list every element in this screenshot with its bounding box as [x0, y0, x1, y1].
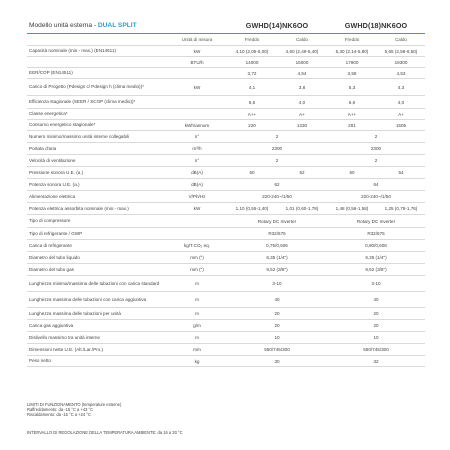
model-a-value: 2300	[227, 143, 327, 155]
model-a-value: 62	[227, 179, 327, 191]
model-b-heat-value: 5,65 (2,58-6,50)	[377, 46, 425, 57]
spec-unit	[167, 109, 227, 120]
subheader-cool-b: Freddo	[327, 34, 377, 46]
spec-label: Efficienza stagionale (SEER / SCOP (clima medio))*	[27, 96, 167, 109]
spec-unit: kW	[167, 203, 227, 215]
title-emphasis: DUAL SPLIT	[97, 22, 137, 29]
table-row	[27, 109, 425, 120]
spec-label	[27, 57, 167, 68]
model-b-value: 0,90/0,608	[327, 240, 425, 252]
table-row	[27, 276, 425, 292]
model-a-value: 550/745/300	[227, 344, 327, 356]
spec-label: Carico di Progetto (Pdesign c/ Pdesign h (clima medio))*	[27, 79, 167, 96]
spec-label: Diametro del tubo gas	[27, 264, 167, 276]
model-b-cool-value: 6,6	[327, 96, 377, 109]
table-row	[27, 332, 425, 344]
spec-label: Potenza sonora U.E. (a.)	[27, 179, 167, 191]
model-b-value: 3-10	[327, 276, 425, 292]
model-a-value: 10	[227, 332, 327, 344]
model-a-cool-value: 3,72	[227, 68, 277, 79]
model-b-value: 220-240~/1/50	[327, 191, 425, 203]
model-a-heat-value: 4,54	[277, 68, 327, 79]
table-row	[27, 155, 425, 167]
spec-label: Consumo energetico stagionale*	[27, 120, 167, 131]
spec-unit	[167, 215, 227, 228]
spec-unit: kWh/annum	[167, 120, 227, 131]
model-a-cool-value: 4,10 (2,05-5,00)	[227, 46, 277, 57]
model-b-cool-value: A++	[327, 109, 377, 120]
spec-label: Diametro del tubo liquido	[27, 252, 167, 264]
table-row	[27, 240, 425, 252]
model-a-value: 9,52 (3/8")	[227, 264, 327, 276]
model-b-heat-value: 54	[377, 167, 425, 179]
table-row	[27, 308, 425, 320]
model-b-cool-value: 17900	[327, 57, 377, 68]
table-title	[27, 18, 227, 34]
model-a-value: 20	[227, 308, 327, 320]
spec-label: Alimentazione elettrica	[27, 191, 167, 203]
model-b-value: R32/675	[327, 228, 425, 240]
spec-label: EER/COP (EN14511)	[27, 68, 167, 79]
spec-label: Classe energetica*	[27, 109, 167, 120]
model-a-heat-value: 1330	[277, 120, 327, 131]
table-row	[27, 179, 425, 191]
table-row	[27, 68, 425, 79]
spec-unit: kg	[167, 356, 227, 367]
model-a-cool-value: 220	[227, 120, 277, 131]
spec-label: Dislivello massimo tra unità interne	[27, 332, 167, 344]
model-b-cool-value: 281	[327, 120, 377, 131]
subheader-heat-a: Caldo	[277, 34, 327, 46]
model-b-cool-value: 1,48 (0,56-1,58)	[327, 203, 377, 215]
subheader-unit: Unità di misura	[167, 34, 227, 46]
spec-unit: m	[167, 276, 227, 292]
model-b-heat-value: 4,0	[377, 96, 425, 109]
model-a-heat-value: 15000	[277, 57, 327, 68]
spec-unit: dB(A)	[167, 179, 227, 191]
spec-unit: mm	[167, 344, 227, 356]
temperature-range-note: INTERVALLO DI REGOLAZIONE DELLA TEMPERATURA AMBIENTE: da 16 a 30 °C	[27, 430, 183, 435]
spec-unit: m	[167, 332, 227, 344]
spec-unit: dB(A)	[167, 167, 227, 179]
spec-label: Carica gas aggiuntiva	[27, 320, 167, 332]
table-row	[27, 252, 425, 264]
model-a-value: R32/675	[227, 228, 327, 240]
model-a-heat-value: A+	[277, 109, 327, 120]
model-a-heat-value: 3,8	[277, 79, 327, 96]
spec-unit	[167, 96, 227, 109]
spec-unit: mm (")	[167, 252, 227, 264]
spec-label: Velocità di ventilazione	[27, 155, 167, 167]
table-row	[27, 320, 425, 332]
spec-unit: g/m	[167, 320, 227, 332]
spec-unit: m	[167, 292, 227, 308]
spec-label: Peso netto	[27, 356, 167, 367]
model-b-value: 20	[327, 320, 425, 332]
model-b-heat-value: 4,3	[377, 79, 425, 96]
model-a-heat-value: 52	[277, 167, 327, 179]
spec-label: Capacità nominale (min.- max.) (EN14511)	[27, 46, 167, 57]
table-row	[27, 356, 425, 367]
table-row	[27, 57, 425, 68]
model-a-cool-value: 50	[227, 167, 277, 179]
model-b-value: 2300	[327, 143, 425, 155]
spec-unit: kg/T.CO₂ eq.	[167, 240, 227, 252]
table-row	[27, 203, 425, 215]
model-b-value: 10	[327, 332, 425, 344]
header-row	[27, 18, 425, 34]
table-row	[27, 228, 425, 240]
model-a-value: 0,75/0,506	[227, 240, 327, 252]
spec-unit: n°	[167, 155, 227, 167]
model-b-cool-value: 5,3	[327, 79, 377, 96]
model-b-cool-value: 50	[327, 167, 377, 179]
model-b-value: 40	[327, 292, 425, 308]
model-a-value: 40	[227, 292, 327, 308]
spec-unit: m³/h	[167, 143, 227, 155]
model-b-heat-value: 1505	[377, 120, 425, 131]
model-a-value: 2	[227, 131, 327, 143]
model-a-value: 6,35 (1/4")	[227, 252, 327, 264]
note-line: Riscaldamento: da -15 °C a +24 °C	[27, 412, 91, 417]
model-b-heat-value: 4,53	[377, 68, 425, 79]
model-a-cool-value: 4,1	[227, 79, 277, 96]
model-b-value: 64	[327, 179, 425, 191]
table-row	[27, 191, 425, 203]
table-row	[27, 96, 425, 109]
spec-label: Lunghezza massima delle tubazioni con carica aggiuntiva	[27, 292, 167, 308]
subheader-row	[27, 34, 425, 46]
model-a-value: 2	[227, 155, 327, 167]
spec-unit	[167, 228, 227, 240]
model-b-cool-value: 5,30 (2,14-5,80)	[327, 46, 377, 57]
model-b-heading: GWHD(18)NK6OO	[327, 18, 425, 34]
subheader-heat-b: Caldo	[377, 34, 425, 46]
spec-unit: BTU/h	[167, 57, 227, 68]
spec-label: Pressione sonora U.E. (a.)	[27, 167, 167, 179]
model-b-heat-value: 19300	[377, 57, 425, 68]
spec-table	[27, 18, 425, 367]
model-b-value: Rotary DC Inverter	[327, 215, 425, 228]
spec-label: Tipo di compressore	[27, 215, 167, 228]
model-a-value: 3-10	[227, 276, 327, 292]
spec-unit: mm (")	[167, 264, 227, 276]
model-a-value: Rotary DC Inverter	[227, 215, 327, 228]
table-row	[27, 143, 425, 155]
spec-label: Dimensioni nette U.E. (Alt./Lar./Pro.)	[27, 344, 167, 356]
model-a-heading: GWHD(14)NK6OO	[227, 18, 327, 34]
note-line: Raffreddamento: da -15 °C a +43 °C	[27, 407, 94, 412]
table-row	[27, 120, 425, 131]
model-b-value: 2	[327, 155, 425, 167]
model-b-heat-value: 1,25 (0,78-1,76)	[377, 203, 425, 215]
table-row	[27, 46, 425, 57]
spec-unit: V/Ph/Hz	[167, 191, 227, 203]
model-a-heat-value: 4,0	[277, 96, 327, 109]
subheader-cool-a: Freddo	[227, 34, 277, 46]
model-a-value: 220-240~/1/50	[227, 191, 327, 203]
model-b-value: 20	[327, 308, 425, 320]
table-row	[27, 215, 425, 228]
spec-unit: kW	[167, 79, 227, 96]
table-row	[27, 344, 425, 356]
spec-label: Tipo di refrigerante / GWP	[27, 228, 167, 240]
table-row	[27, 292, 425, 308]
model-a-value: 20	[227, 320, 327, 332]
spec-label: Carica di refrigerante	[27, 240, 167, 252]
spec-label: Lunghezza minima/massima delle tubazioni con carica standard	[27, 276, 167, 292]
operating-limits-notes	[27, 402, 121, 417]
spec-unit: n°	[167, 131, 227, 143]
spec-label: Numero minimo/massimo unità interne collegabili	[27, 131, 167, 143]
table-row	[27, 131, 425, 143]
spec-label: Lunghezza massima delle tubazioni per unità	[27, 308, 167, 320]
model-b-cool-value: 3,58	[327, 68, 377, 79]
model-b-value: 550/745/300	[327, 344, 425, 356]
model-a-cool-value: A++	[227, 109, 277, 120]
note-line: LIMITI DI FUNZIONAMENTO (temperature esterne)	[27, 402, 122, 407]
table-row	[27, 167, 425, 179]
model-b-value: 32	[327, 356, 425, 367]
model-a-value: 30	[227, 356, 327, 367]
model-b-value: 9,52 (3/8")	[327, 264, 425, 276]
model-a-cool-value: 14000	[227, 57, 277, 68]
table-row	[27, 79, 425, 96]
model-a-heat-value: 1,01 (0,60-1,78)	[277, 203, 327, 215]
spec-label: Potenza elettrica assorbita nominale (min.- max.)	[27, 203, 167, 215]
spec-unit: m	[167, 308, 227, 320]
spec-unit: kW	[167, 46, 227, 57]
title-prefix: Modello unità esterna -	[29, 22, 98, 29]
spec-unit	[167, 68, 227, 79]
model-b-value: 2	[327, 131, 425, 143]
subheader-blank	[27, 34, 167, 46]
model-b-value: 6,35 (1/4")	[327, 252, 425, 264]
model-a-heat-value: 4,60 (2,49-5,40)	[277, 46, 327, 57]
model-a-cool-value: 6,5	[227, 96, 277, 109]
model-a-cool-value: 1,10 (0,55-1,40)	[227, 203, 277, 215]
table-row	[27, 264, 425, 276]
model-b-heat-value: A+	[377, 109, 425, 120]
spec-label: Portata d'aria	[27, 143, 167, 155]
